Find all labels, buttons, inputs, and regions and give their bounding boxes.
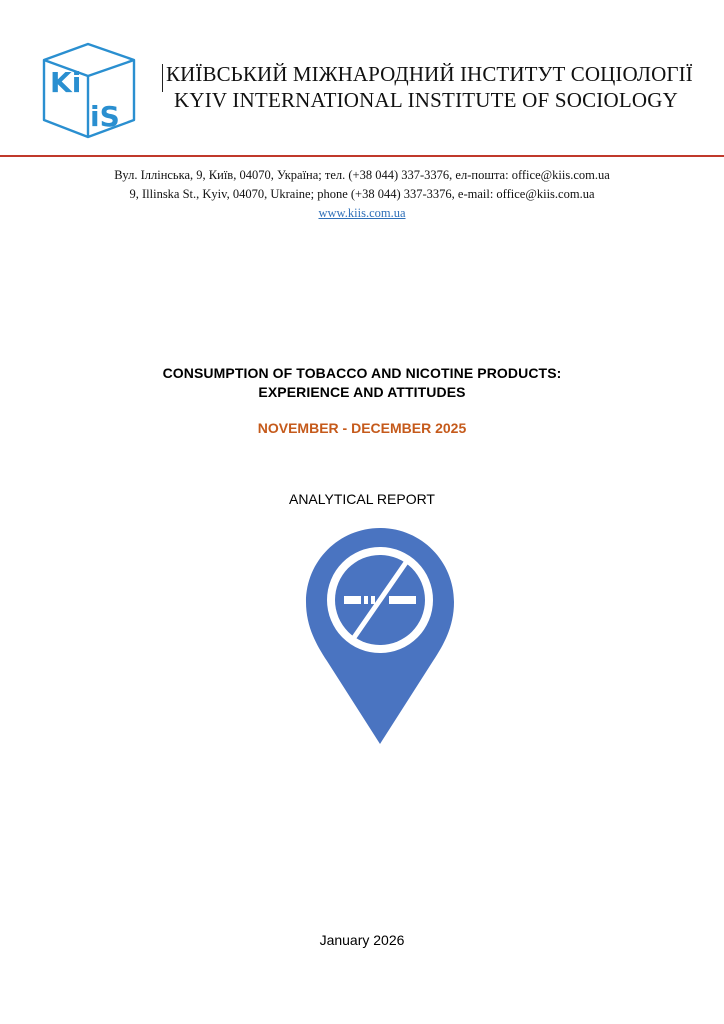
- no-smoking-location-pin-icon: [303, 525, 457, 747]
- logo-text-bottom: iS: [90, 100, 120, 133]
- institute-name-uk: КИЇВСЬКИЙ МІЖНАРОДНИЙ ІНСТИТУТ СОЦІОЛОГІЇ: [166, 62, 693, 86]
- header-rule: [0, 155, 724, 157]
- report-type: ANALYTICAL REPORT: [288, 491, 435, 507]
- kiis-logo: [40, 40, 138, 140]
- address-en: 9, Illinska St., Kyiv, 04070, Ukraine; phone (+38 044) 337-3376, e-mail: office@kiis.com.ua: [129, 187, 595, 201]
- header-divider: [162, 64, 163, 92]
- report-period: NOVEMBER - DECEMBER 2025: [257, 420, 467, 436]
- logo-text-top: Ki: [50, 66, 82, 99]
- report-date: January 2026: [319, 932, 405, 948]
- report-title-line1: CONSUMPTION OF TOBACCO AND NICOTINE PRODUCTS:: [162, 365, 562, 381]
- website-link[interactable]: www.kiis.com.ua: [318, 206, 406, 220]
- address-uk: Вул. Іллінська, 9, Київ, 04070, Україна; тел. (+38 044) 337-3376, ел-пошта: office@kiis.com.ua: [114, 168, 610, 182]
- institute-name-en: KYIV INTERNATIONAL INSTITUTE OF SOCIOLOGY: [174, 88, 678, 112]
- report-title-line2: EXPERIENCE AND ATTITUDES: [258, 384, 466, 400]
